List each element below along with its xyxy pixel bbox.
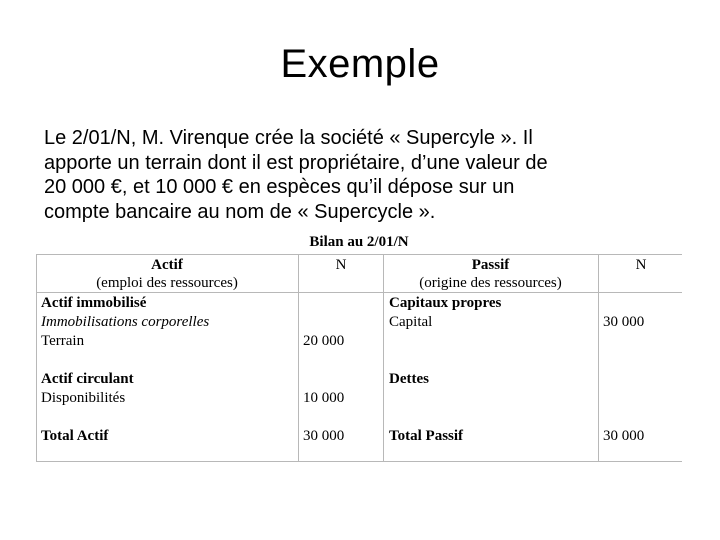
- table-border-top: [36, 254, 682, 255]
- total-passif-label: Total Passif: [389, 428, 464, 444]
- terrain-value: 20 000: [303, 333, 345, 349]
- n-actif-header: N: [335, 257, 347, 273]
- slide-title: Exemple: [280, 42, 440, 86]
- terrain-label: Terrain: [41, 333, 85, 349]
- total-actif-value: 30 000: [303, 428, 345, 444]
- header-divider: [36, 292, 682, 293]
- actif-immobilise-label: Actif immobilisé: [41, 295, 147, 311]
- capitaux-propres-label: Capitaux propres: [389, 295, 502, 311]
- actif-circulant-label: Actif circulant: [41, 371, 134, 387]
- column-divider: [598, 254, 599, 462]
- passif-header: Passif: [471, 257, 510, 273]
- column-divider: [298, 254, 299, 462]
- paragraph-line: 20 000 €, et 10 000 € en espèces qu’il dépose sur un: [44, 176, 515, 198]
- immobilisations-label: Immobilisations corporelles: [41, 314, 210, 330]
- dettes-label: Dettes: [389, 371, 429, 387]
- disponibilites-value: 10 000: [303, 390, 345, 406]
- balance-sheet-caption: Bilan au 2/01/N: [309, 234, 409, 250]
- paragraph-line: Le 2/01/N, M. Virenque crée la société « Supercyle ». Il: [44, 127, 533, 149]
- capital-label: Capital: [389, 314, 433, 330]
- example-paragraph: [44, 126, 684, 224]
- disponibilites-label: Disponibilités: [41, 390, 126, 406]
- total-actif-label: Total Actif: [41, 428, 109, 444]
- table-border-bottom: [36, 461, 682, 462]
- actif-header: Actif: [151, 257, 183, 273]
- capital-value: 30 000: [603, 314, 645, 330]
- passif-subheader: (origine des ressources): [419, 275, 562, 291]
- balance-sheet-table: [36, 254, 682, 462]
- actif-subheader: (emploi des ressources): [96, 275, 238, 291]
- paragraph-line: apporte un terrain dont il est propriétaire, d’une valeur de: [44, 151, 548, 174]
- total-passif-value: 30 000: [603, 428, 645, 444]
- paragraph-line: compte bancaire au nom de « Supercycle ».: [44, 200, 436, 223]
- n-passif-header: N: [635, 257, 647, 273]
